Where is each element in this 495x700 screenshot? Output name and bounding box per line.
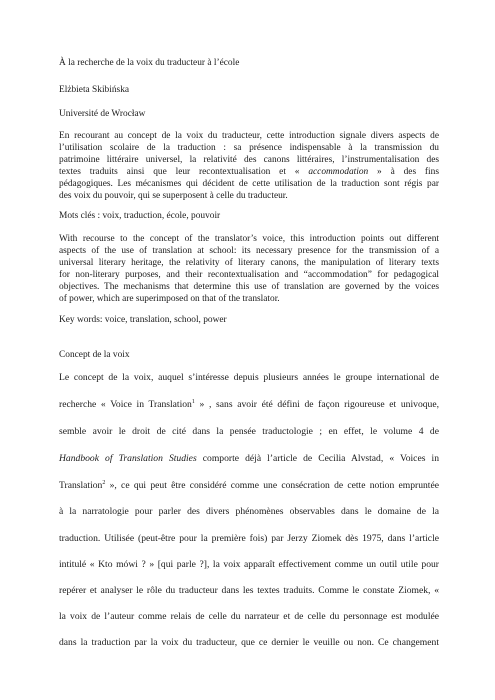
body-line: Handbook of Translation Studies comporte déjà l’article de Cecilia Alvstad, « Voices in: [59, 453, 439, 464]
abstract-fr-line: pédagogiques. Les mécanismes qui décident de cette utilisation de la traduction sont régis par: [59, 179, 439, 189]
keywords-fr: Mots clés : voix, traduction, école, pouvoir: [59, 211, 221, 221]
abstract-fr-line: l’utilisation scolaire de la traduction : sa présence indispensable à la transmission du: [59, 143, 439, 153]
footnote-ref-2[interactable]: 2: [102, 480, 106, 486]
abstract-fr-line: textes traduits ainsi que leur recontextualisation et « accommodation » à des fins: [59, 167, 439, 177]
body-line: Translation$^2$ », ce qui peut être considéré comme une consécration de cette notion empruntée: [59, 480, 439, 491]
body-line: traduction. Utilisée (peut-être pour la première fois) par Jerzy Ziomek dès 1975, dans l’article: [59, 533, 439, 544]
abstract-fr-line: En recourant au concept de la voix du traducteur, cette introduction signale divers aspects de: [59, 131, 439, 141]
body-line: repérer et analyser le rôle du traducteur dans les textes traduits. Comme le constate Ziomek, «: [59, 585, 439, 596]
abstract-en-line: aspects of the use of translation at school: its necessary presence for the transmission of a: [59, 246, 439, 256]
document-title: À la recherche de la voix du traducteur à l’école: [59, 58, 240, 68]
keywords-en: Key words: voice, translation, school, power: [59, 315, 227, 325]
body-line: Le concept de la voix, auquel s’intéresse depuis plusieurs années le groupe international de: [59, 372, 439, 383]
author-name: Elżbieta Skibińska: [59, 85, 130, 95]
author-affiliation: Université de Wrocław: [59, 109, 146, 119]
body-line: recherche « Voice in Translation$^1$ » , sans avoir été défini de façon rigoureuse et univoque,: [59, 399, 439, 410]
body-line: la voix de l’auteur comme relais de celle du narrateur et de celle du personnage est modulée: [59, 611, 439, 622]
body-line: dans la traduction par la voix du traducteur, que ce dernier le veuille ou non. Ce changement: [59, 637, 439, 648]
abstract-fr-line: des voix du pouvoir, qui se superposent à celle du traducteur.: [59, 191, 288, 201]
abstract-en-line: objectives. The mechanisms that determine this use of translation are governed by the voices: [59, 282, 439, 292]
footnote-ref-1[interactable]: 1: [191, 399, 195, 405]
abstract-en: [59, 233, 439, 305]
abstract-fr-line: patrimoine littéraire universel, la relativité des canons littéraires, l’instrumentalisation des: [59, 155, 439, 165]
abstract-en-line: for non-literary purposes, and their recontextualisation and “accommodation” for pedagogical: [59, 270, 439, 280]
body-line: à la narratologie pour parler des divers phénomènes observables dans le domaine de la: [59, 506, 439, 517]
abstract-en-line: universal literary heritage, the relativity of literary canons, the manipulation of literary texts: [59, 258, 439, 268]
section-heading: Concept de la voix: [59, 350, 130, 360]
body-line: intitulé « Kto mówi ? » [qui parle ?], la voix apparaît effectivement comme un outil utile pour: [59, 559, 439, 570]
body-line: semble avoir le droit de cité dans la pensée traductologie ; en effet, le volume 4 de: [59, 426, 439, 437]
abstract-fr: [59, 130, 439, 202]
abstract-en-line: With recourse to the concept of the translator’s voice, this introduction points out different: [59, 234, 439, 244]
abstract-en-line: of power, which are superimposed on that of the translator.: [59, 294, 280, 304]
